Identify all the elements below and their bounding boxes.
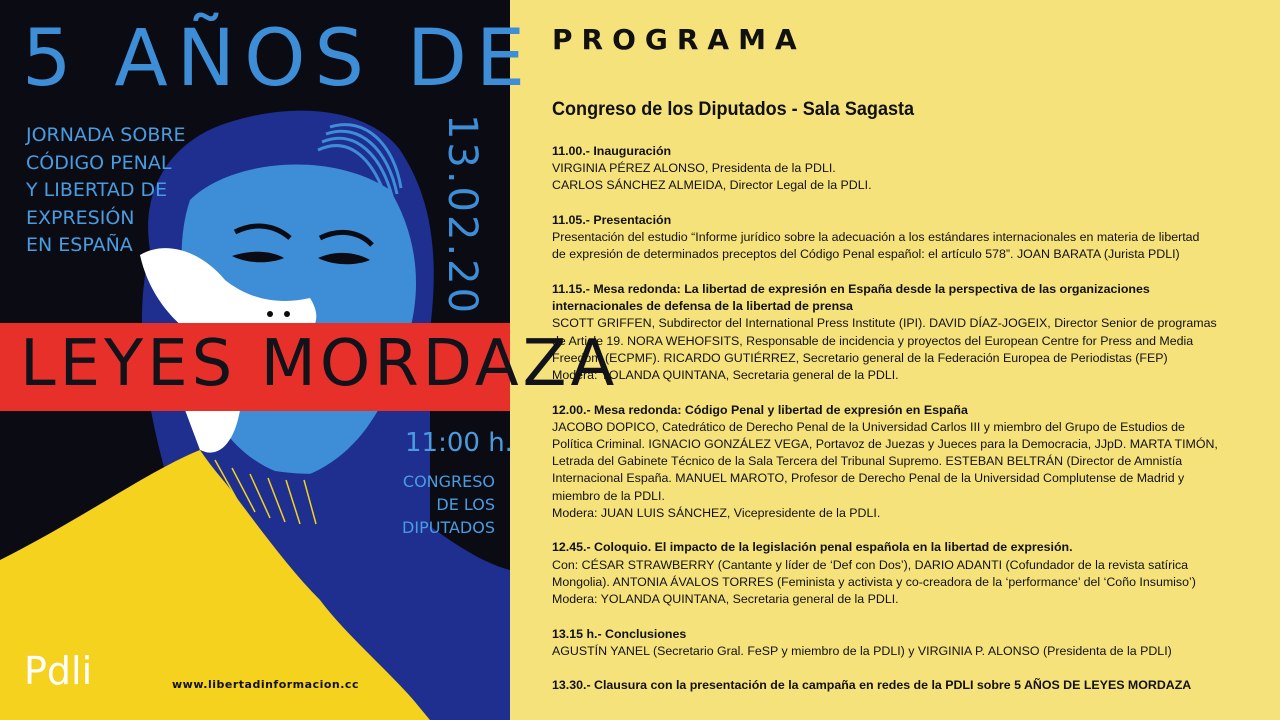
program-item-line: de Article 19. NORA WEHOFSITS, Responsable de incidencia y proyectos del European Centre for Press and Media [552, 333, 1194, 348]
program-item-heading: 11.00.- Inauguración [552, 144, 672, 158]
program-item-heading: 12.00.- Mesa redonda: Código Penal y libertad de expresión en España [552, 402, 968, 417]
program-item-heading: 12.45.- Coloquio. El impacto de la legislación penal española en la libertad de expresión. [552, 540, 1073, 555]
program-item [552, 402, 1267, 522]
program-item [552, 677, 1267, 694]
program-item-line: Modera: YOLANDA QUINTANA, Secretaria general de la PDLI. [552, 368, 899, 383]
poster-time: 11:00 h. [405, 428, 513, 458]
program-venue: Congreso de los Diputados - Sala Sagasta [552, 99, 915, 120]
program-item [552, 281, 1267, 384]
date-text: 13.02.20 [439, 113, 485, 317]
pdli-logo: Pdli [24, 649, 93, 693]
program-item-heading: 13.15 h.- Conclusiones [552, 626, 687, 641]
program-item-line: AGUSTÍN YANEL (Secretario Gral. FeSP y miembro de la PDLI) y VIRGINIA P. ALONSO (Presidenta de la PDLI) [552, 643, 1172, 658]
subtitle-line: JORNADA SOBRE [26, 124, 186, 146]
program-item-line: Modera: JUAN LUIS SÁNCHEZ, Vicepresidente de la PDLI. [552, 505, 881, 520]
poster-date [432, 113, 492, 317]
program-item-line: Presentación del estudio “Informe jurídico sobre la adecuación a los estándares internacionales en materia de libertad [552, 230, 1200, 245]
program-item [552, 143, 1267, 195]
subtitle-line: Y LIBERTAD DE [26, 179, 168, 201]
program-panel [510, 0, 1280, 720]
subtitle-line: CÓDIGO PENAL [26, 151, 172, 174]
program-items [552, 143, 1267, 712]
program-item-heading: 13.30.- Clausura con la presentación de la campaña en redes de la PDLI sobre 5 AÑOS DE LEYES MORDAZA [552, 678, 1192, 693]
poster-venue [395, 470, 495, 539]
venue-line: CONGRESO [402, 472, 495, 491]
poster-subtitle [26, 122, 226, 260]
program-item-line: Internacional España. MANUEL MAROTO, Profesor de Derecho Penal de la Universidad Complutense de Madrid y [552, 471, 1185, 486]
venue-line: DE LOS [436, 495, 495, 514]
program-item [552, 539, 1267, 608]
program-item-line: CARLOS SÁNCHEZ ALMEIDA, Director Legal de la PDLI. [552, 178, 872, 193]
program-item-line: miembro de la PDLI. [552, 488, 665, 503]
program-item [552, 212, 1267, 264]
program-item-line: Freedom (ECPMF). RICARDO GUTIÉRREZ, Secretario general de la Federación Europea de Periodistas (FEP) [552, 350, 1168, 365]
program-item-line: Mongolia). ANTONIA ÁVALOS TORRES (Feminista y activista y co-creadora de la ‘performance’ del ‘Coño Insumiso’) [552, 574, 1196, 589]
subtitle-line: EXPRESIÓN [26, 206, 135, 229]
venue-line: DIPUTADOS [402, 518, 495, 537]
program-item-line: Con: CÉSAR STRAWBERRY (Cantante y líder de ‘Def con Dos’), DARIO ADANTI (Cofundador de la revista satírica [552, 557, 1189, 572]
program-item-line: JACOBO DOPICO, Catedrático de Derecho Penal de la Universidad Carlos III y miembro del Grupo de Estudios de [552, 419, 1185, 434]
program-item [552, 626, 1267, 660]
program-item-line: SCOTT GRIFFEN, Subdirector del International Press Institute (IPI). DAVID DÍAZ-JOGEIX, Director Senior de programas [552, 316, 1217, 331]
program-item-heading: 11.15.- Mesa redonda: La libertad de expresión en España desde la perspectiva de las organizaciones [552, 282, 1150, 296]
program-heading: PROGRAMA [552, 23, 806, 56]
program-item-line: Letrada del Gabinete Técnico de la Sala Tercera del Tribunal Supremo. ESTEBAN BELTRÁN (Director de Amnistía [552, 454, 1183, 469]
poster-url: www.libertadinformacion.cc [172, 678, 359, 691]
program-item-line: Modera: YOLANDA QUINTANA, Secretaria general de la PDLI. [552, 592, 899, 607]
program-item-heading-continued: internacionales de defensa de la libertad de prensa [552, 299, 853, 314]
program-item-line: de expresión de determinados preceptos del Código Penal español: el artículo 578”. JOAN BARATA (Jurista PDLI) [552, 247, 1180, 262]
subtitle-line: EN ESPAÑA [26, 234, 133, 256]
program-item-line: VIRGINIA PÉREZ ALONSO, Presidenta de la PDLI. [552, 161, 836, 176]
program-item-line: Política Criminal. IGNACIO GONZÁLEZ VEGA, Portavoz de Juezas y Jueces para la Democracia, JJpD. MARTA TIMÓN, [552, 437, 1218, 452]
poster-band-title: LEYES MORDAZA [20, 327, 619, 401]
poster-title: 5 AÑOS DE [22, 14, 535, 104]
program-item-heading: 11.05.- Presentación [552, 213, 672, 227]
